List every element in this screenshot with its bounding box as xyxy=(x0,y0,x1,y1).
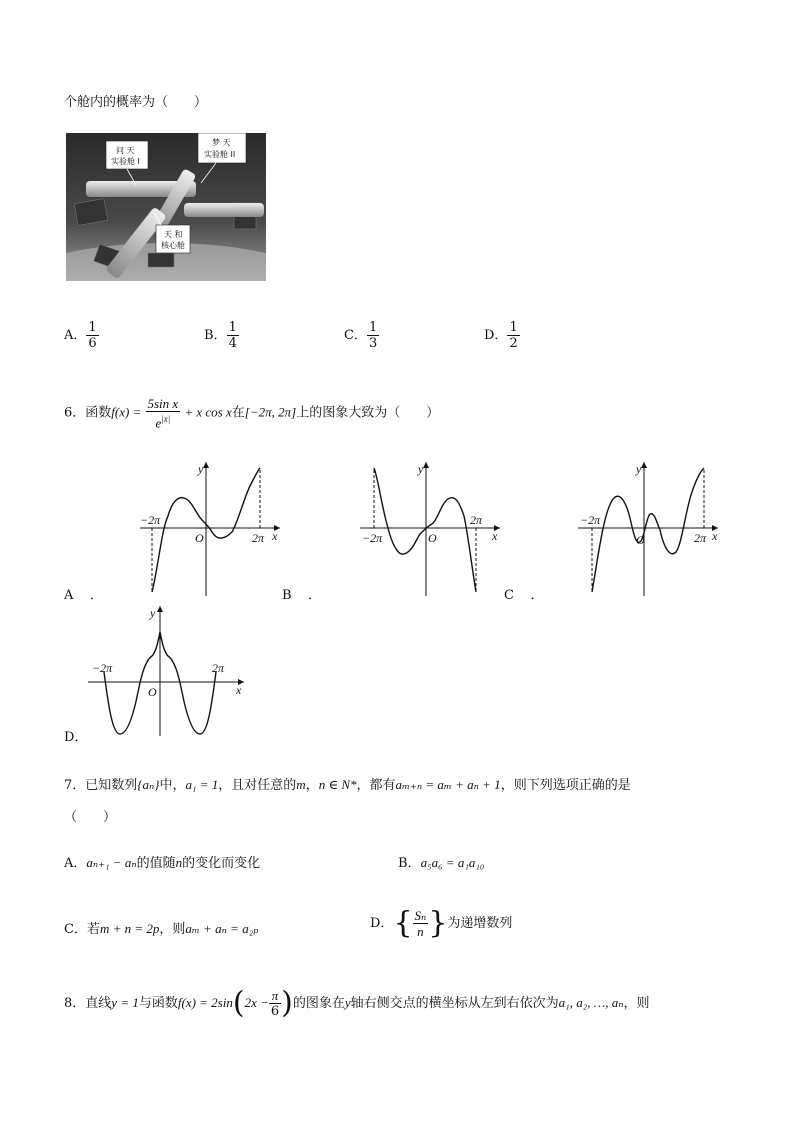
graph-b-caption[interactable]: B ． xyxy=(282,588,322,603)
q6-stem: 6．函数f(x) = $\frac{\text{5sin x}}{e^{|x|}}$ + x cos x在[−2π, 2π]上的图象大致为（ ） xyxy=(64,396,440,431)
graph-c-y-label: y xyxy=(636,462,642,476)
q5-option-b[interactable]: B． $\frac{1}{4}$ xyxy=(204,320,237,351)
graph-option-b[interactable] xyxy=(360,458,505,598)
graph-c-pos2pi: 2π xyxy=(694,531,707,545)
graph-b-y-label: y xyxy=(418,462,424,476)
graph-b-neg2pi: −2π xyxy=(362,531,383,545)
q7-answer-paren: （ ） xyxy=(64,810,117,825)
graph-b-x-label: x xyxy=(492,529,498,543)
graph-b-pos2pi: 2π xyxy=(470,513,483,527)
q7-option-c[interactable]: C．若m + n = 2p，则aₘ + aₙ = a₂ₚ xyxy=(64,921,259,937)
photo-label-wentian-2: 实验舱 I xyxy=(111,157,140,166)
space-station-photo xyxy=(66,133,266,281)
photo-label-wentian-1: 问 天 xyxy=(116,146,135,155)
graph-d-y-label: y xyxy=(150,606,156,620)
q7-option-d[interactable]: D．{ $\frac{\text{Sₙ}}{n}$ }为递增数列 xyxy=(370,905,513,941)
graph-d-caption[interactable]: D． xyxy=(64,730,88,745)
graph-c-neg2pi: −2π xyxy=(580,513,601,527)
photo-label-tianhe-2: 核心舱 xyxy=(161,241,185,250)
graph-a-origin: O xyxy=(195,531,204,545)
graph-a-x-label: x xyxy=(272,529,278,543)
graph-a-neg2pi: −2π xyxy=(140,513,161,527)
graph-d-pos2pi: 2π xyxy=(212,661,225,675)
graph-d-origin: O xyxy=(148,685,157,699)
graph-d-neg2pi: −2π xyxy=(92,661,113,675)
q5-stem-tail: 个舱内的概率为（ ） xyxy=(64,95,208,110)
q7-stem: 7．已知数列{aₙ}中，a₁ = 1，且对任意的m，n ∈ N*，都有aₘ₊ₙ = aₘ + aₙ + 1，则下列选项正确的是 xyxy=(64,777,631,793)
graph-c-caption[interactable]: C ． xyxy=(504,588,544,603)
q5-option-a[interactable]: A． $\frac{1}{6}$ xyxy=(64,320,97,351)
q8-stem: 8．直线y = 1与函数f(x) = 2sin(2x − $\frac{\pi}{6}$ )的图象在y轴右侧交点的横坐标从左到右依次为a₁, a₂, …, aₙ，则 xyxy=(64,985,650,1021)
photo-label-tianhe-1: 天 和 xyxy=(164,230,183,239)
graph-d-x-label: x xyxy=(236,683,242,697)
graph-a-caption[interactable]: A ． xyxy=(64,588,103,603)
graph-c-origin: O xyxy=(636,533,645,547)
graph-a-pos2pi: 2π xyxy=(252,531,265,545)
photo-label-mengtian-1: 梦 天 xyxy=(212,138,231,147)
q7-option-a[interactable]: A．aₙ₊₁ − aₙ的值随n的变化而变化 xyxy=(64,855,261,871)
q7-option-b[interactable]: B．a₅a₆ = a₁a₁₀ xyxy=(398,855,485,871)
graph-option-c[interactable] xyxy=(578,458,723,598)
graph-a-y-label: y xyxy=(198,462,204,476)
graph-c-x-label: x xyxy=(712,529,718,543)
q5-option-d[interactable]: D． $\frac{1}{2}$ xyxy=(484,320,518,351)
q5-option-c[interactable]: C． $\frac{1}{3}$ xyxy=(344,320,378,351)
graph-b-origin: O xyxy=(428,531,437,545)
photo-label-mengtian-2: 实验舱 II xyxy=(204,150,236,159)
graph-option-d[interactable] xyxy=(88,602,248,742)
graph-option-a[interactable] xyxy=(140,458,285,598)
